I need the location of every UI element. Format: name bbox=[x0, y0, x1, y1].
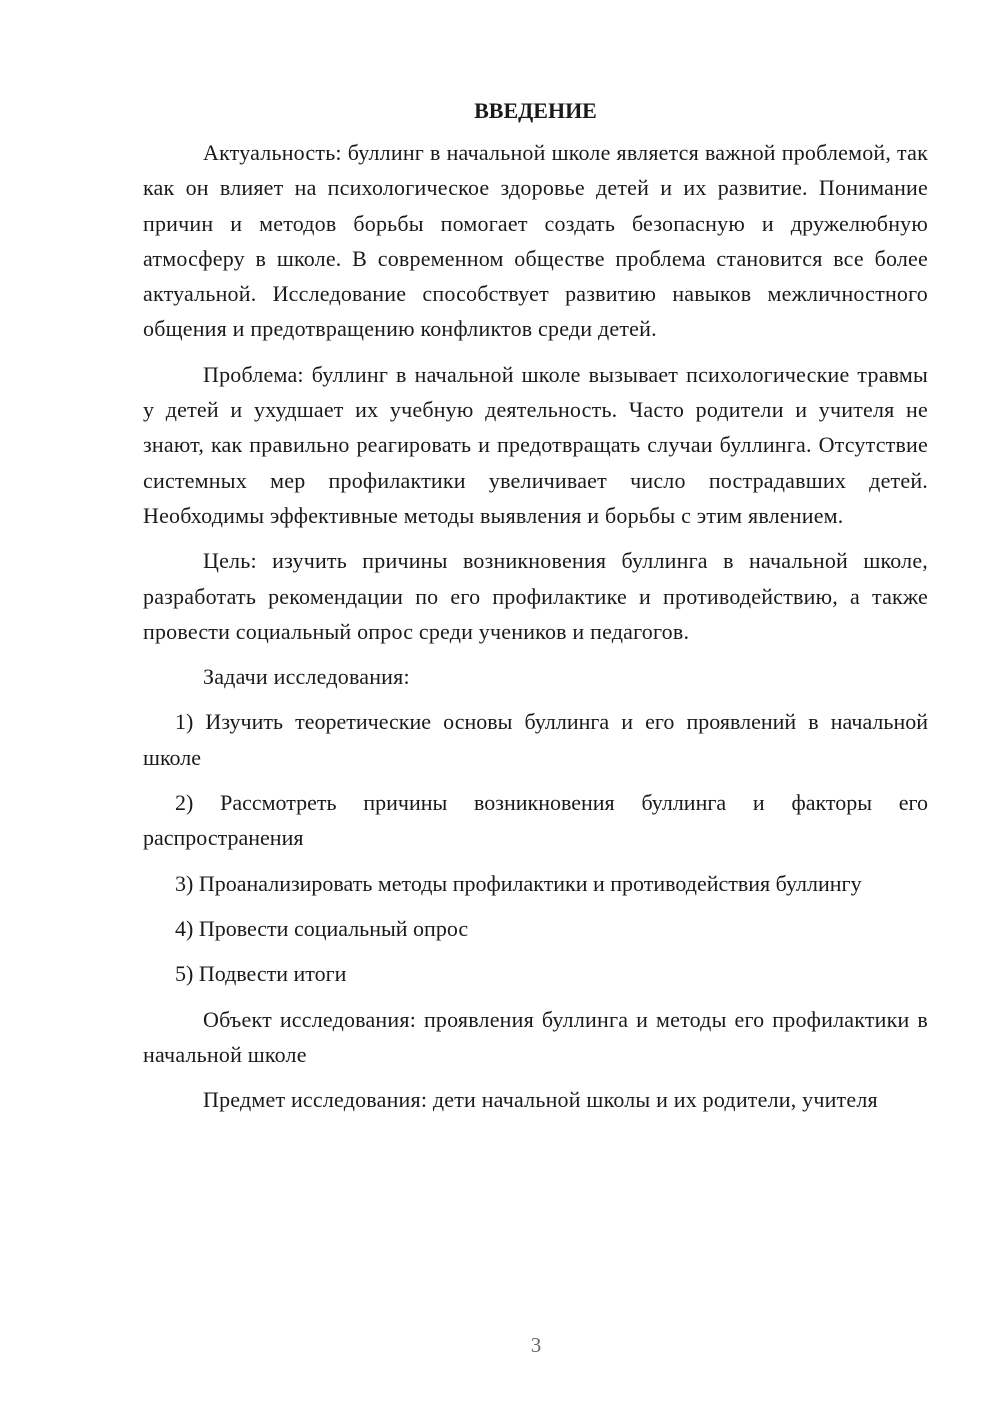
paragraph-goal: Цель: изучить причины возникновения буллинга в начальной школе, разработать рекомендации по его профилактике и противодействию, а также провести социальный опрос среди учеников и педагогов. bbox=[143, 548, 928, 644]
section-title: ВВЕДЕНИЕ bbox=[474, 98, 597, 123]
page-content bbox=[143, 94, 928, 1117]
task-item: 4) Провести социальный опрос bbox=[175, 915, 469, 941]
task-item: 1) Изучить теоретические основы буллинга и его проявлений в начальной школе bbox=[143, 709, 928, 770]
tasks-list bbox=[143, 704, 928, 991]
paragraph-object: Объект исследования: проявления буллинга и методы его профилактики в начальной школе bbox=[143, 1006, 928, 1067]
task-item: 5) Подвести итоги bbox=[175, 961, 347, 987]
page-number: 3 bbox=[530, 1333, 542, 1357]
tasks-heading: Задачи исследования: bbox=[203, 664, 410, 690]
paragraph-relevance: Актуальность: буллинг в начальной школе является важной проблемой, так как он влияет на психологическое здоровье детей и их развитие. Понимание причин и методов борьбы помогает создать безопасную и дружелюбную атмосферу в школе. В современном обществе проблема становится все более актуальной. Исследование способствует развитию навыков межличностного общения и предотвращению конфликтов среди детей. bbox=[143, 140, 928, 342]
task-item: 3) Проанализировать методы профилактики и противодействия буллингу bbox=[175, 870, 862, 896]
paragraph-subject: Предмет исследования: дети начальной школы и их родители, учителя bbox=[203, 1087, 878, 1113]
task-item: 2) Рассмотреть причины возникновения буллинга и факторы его распространения bbox=[143, 790, 928, 851]
paragraph-problem: Проблема: буллинг в начальной школе вызывает психологические травмы у детей и ухудшает их учебную деятельность. Часто родители и учителя не знают, как правильно реагировать и предотвращать случаи буллинга. Отсутствие системных мер профилактики увеличивает число пострадавших детей. Необходимы эффективные методы выявления и борьбы с этим явлением. bbox=[143, 361, 928, 528]
